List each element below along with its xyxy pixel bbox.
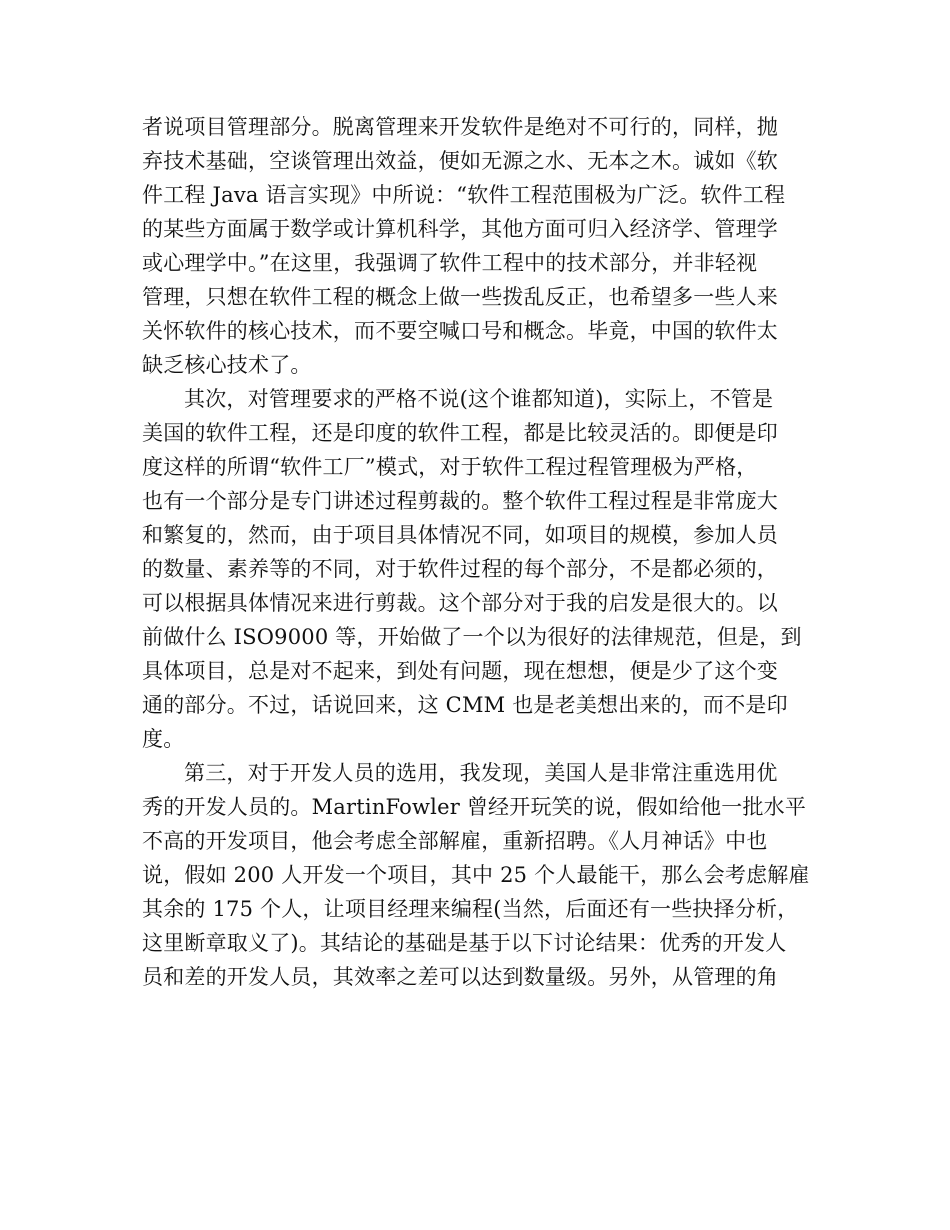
text-line: 弃技术基础，空谈管理出效益，便如无源之水、无本之木。诚如《软 [142, 149, 778, 173]
text-line: 度这样的所谓“软件工厂”模式，对于软件工程过程管理极为严格， [142, 455, 758, 479]
text-line: 件工程 Java 语言实现》中所说：“软件工程范围极为广泛。软件工程 [142, 183, 786, 207]
text-line: 或心理学中。”在这里，我强调了软件工程中的技术部分，并非轻视 [142, 251, 758, 275]
text-line: 第三，对于开发人员的选用，我发现，美国人是非常注重选用优 [184, 761, 778, 785]
text-line: 者说项目管理部分。脱离管理来开发软件是绝对不可行的，同样，抛 [142, 115, 778, 139]
text-line: 管理，只想在软件工程的概念上做一些拨乱反正，也希望多一些人来 [142, 285, 778, 309]
text-line: 美国的软件工程，还是印度的软件工程，都是比较灵活的。即便是印 [142, 421, 778, 445]
text-line: 其余的 175 个人，让项目经理来编程(当然，后面还有一些抉择分析， [142, 897, 799, 921]
text-line: 关怀软件的核心技术，而不要空喊口号和概念。毕竟，中国的软件太 [142, 319, 778, 343]
text-line: 可以根据具体情况来进行剪裁。这个部分对于我的启发是很大的。以 [142, 591, 778, 615]
text-line: 度。 [142, 727, 185, 751]
text-line: 的数量、素养等的不同，对于软件过程的每个部分，不是都必须的， [142, 557, 778, 581]
text-line: 前做什么 ISO9000 等，开始做了一个以为很好的法律规范，但是，到 [142, 625, 802, 649]
text-line: 的某些方面属于数学或计算机科学，其他方面可归入经济学、管理学 [142, 217, 778, 241]
text-line: 具体项目，总是对不起来，到处有问题，现在想想，便是少了这个变 [142, 659, 778, 683]
text-line: 秀的开发人员的。MartinFowler 曾经开玩笑的说，假如给他一批水平 [142, 795, 807, 819]
paragraph-3 [142, 756, 822, 994]
text-line: 和繁复的，然而，由于项目具体情况不同，如项目的规模，参加人员 [142, 523, 778, 547]
text-line: 其次，对管理要求的严格不说(这个谁都知道)，实际上，不管是 [184, 387, 774, 411]
text-line: 通的部分。不过，话说回来，这 CMM 也是老美想出来的，而不是印 [142, 693, 788, 717]
text-line: 员和差的开发人员，其效率之差可以达到数量级。另外，从管理的角 [142, 965, 778, 989]
paragraph-2 [142, 382, 822, 756]
text-line: 说，假如 200 人开发一个项目，其中 25 个人最能干，那么会考虑解雇 [142, 863, 810, 887]
text-line: 也有一个部分是专门讲述过程剪裁的。整个软件工程过程是非常庞大 [142, 489, 778, 513]
text-line: 这里断章取义了)。其结论的基础是基于以下讨论结果：优秀的开发人 [142, 931, 787, 955]
text-line: 缺乏核心技术了。 [142, 353, 312, 377]
body-text [142, 110, 822, 994]
text-line: 不高的开发项目，他会考虑全部解雇，重新招聘。《人月神话》中也 [142, 829, 768, 853]
paragraph-1 [142, 110, 822, 382]
